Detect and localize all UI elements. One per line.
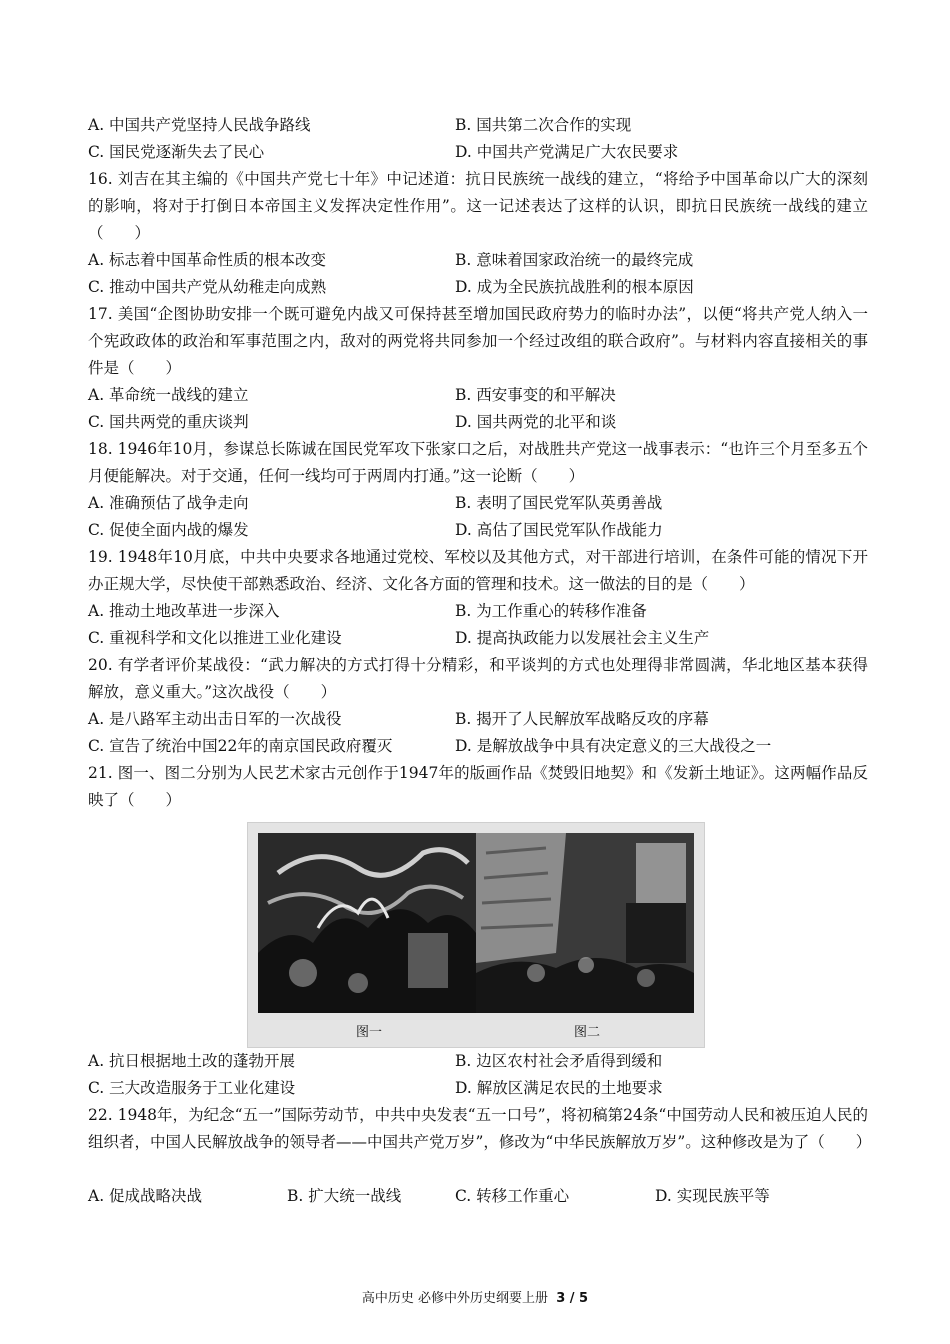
q17-option-c: C. 国共两党的重庆谈判 (88, 413, 249, 431)
q19-option-d: D. 提高执政能力以发展社会主义生产 (455, 629, 710, 647)
q16-option-d: D. 成为全民族抗战胜利的根本原因 (455, 278, 694, 296)
q15-option-b: B. 国共第二次合作的实现 (455, 116, 632, 134)
q20-option-d: D. 是解放战争中具有决定意义的三大战役之一 (455, 737, 772, 755)
q17-option-b: B. 西安事变的和平解决 (455, 386, 616, 404)
q16-option-a: A. 标志着中国革命性质的根本改变 (88, 251, 327, 269)
q17-stem: 17. 美国“企图协助安排一个既可避免内战又可保持甚至增加国民政府势力的临时办法”，以便“将共产党人纳入一个宪政政体的政治和军事范围之内，敌对的两党将共同参加一个经过改组的联合政府”。与材料内容直接相关的事件是（ ） (88, 305, 868, 377)
footer-title: 高中历史 必修中外历史纲要上册 (361, 1291, 549, 1306)
q20-option-c: C. 宣告了统治中国22年的南京国民政府覆灭 (88, 737, 393, 755)
q16-option-b: B. 意味着国家政治统一的最终完成 (455, 251, 694, 269)
q19-stem: 19. 1948年10月底，中共中央要求各地通过党校、军校以及其他方式，对干部进行培训，在条件可能的情况下开办正规大学，尽快使干部熟悉政治、经济、文化各方面的管理和技术。这一做法的目的是（ ） (88, 548, 868, 593)
page-number: 3 / 5 (556, 1291, 589, 1306)
q15-option-d: D. 中国共产党满足广大农民要求 (455, 143, 679, 161)
woodcut-image-2 (476, 833, 694, 1013)
q19-option-a: A. 推动土地改革进一步深入 (88, 602, 280, 620)
woodcut-land-certificates-art (476, 833, 694, 1013)
q21-option-a: A. 抗日根据地土改的蓬勃开展 (88, 1052, 296, 1070)
q22-stem: 22. 1948年，为纪念“五一”国际劳动节，中共中央发表“五一口号”，将初稿第24条“中国劳动人民和被压迫人民的组织者，中国人民解放战争的领导者——中国共产党万岁”，修改为“中华民族解放万岁”。这种修改是为了（ ） (88, 1106, 872, 1151)
q20-option-b: B. 揭开了人民解放军战略反攻的序幕 (455, 710, 709, 728)
q19-option-b: B. 为工作重心的转移作准备 (455, 602, 647, 620)
figure-1-caption: 图一 (356, 1025, 383, 1040)
q17-option-a: A. 革命统一战线的建立 (88, 386, 249, 404)
q18-option-a: A. 准确预估了战争走向 (88, 494, 249, 512)
q18-option-b: B. 表明了国民党军队英勇善战 (455, 494, 663, 512)
q21-option-d: D. 解放区满足农民的土地要求 (455, 1079, 663, 1097)
page-footer (0, 1290, 950, 1308)
q22-option-b: B. 扩大统一战线 (287, 1187, 402, 1205)
q18-option-d: D. 高估了国民党军队作战能力 (455, 521, 663, 539)
q16-option-c: C. 推动中国共产党从幼稚走向成熟 (88, 278, 327, 296)
q15-option-c: C. 国民党逐渐失去了民心 (88, 143, 265, 161)
figure-2-caption: 图二 (574, 1025, 601, 1040)
q20-option-a: A. 是八路军主动出击日军的一次战役 (88, 710, 342, 728)
q18-option-c: C. 促使全面内战的爆发 (88, 521, 249, 539)
q15-option-a: A. 中国共产党坚持人民战争路线 (88, 116, 311, 134)
q21-option-b: B. 边区农村社会矛盾得到缓和 (455, 1052, 663, 1070)
q22-option-c: C. 转移工作重心 (455, 1187, 570, 1205)
q16-stem: 16. 刘吉在其主编的《中国共产党七十年》中记述道：抗日民族统一战线的建立，“将给予中国革命以广大的深刻的影响，将对于打倒日本帝国主义发挥决定性作用”。这一记述表达了这样的认识，即抗日民族统一战线的建立（ ） (88, 170, 868, 242)
q22-option-d: D. 实现民族平等 (655, 1187, 770, 1205)
q17-option-d: D. 国共两党的北平和谈 (455, 413, 617, 431)
q20-stem: 20. 有学者评价某战役：“武力解决的方式打得十分精彩，和平谈判的方式也处理得非常圆满，华北地区基本获得解放，意义重大。”这次战役（ ） (88, 656, 868, 701)
woodcut-figure (247, 822, 705, 1048)
q18-stem: 18. 1946年10月，参谋总长陈诚在国民党军攻下张家口之后，对战胜共产党这一战事表示：“也许三个月至多五个月便能解决。对于交通，任何一线均可于两周内打通。”这一论断（ ） (88, 440, 868, 485)
q21-option-c: C. 三大改造服务于工业化建设 (88, 1079, 296, 1097)
q19-option-c: C. 重视科学和文化以推进工业化建设 (88, 629, 342, 647)
woodcut-image-1 (258, 833, 476, 1013)
q21-stem: 21. 图一、图二分别为人民艺术家古元创作于1947年的版画作品《焚毁旧地契》和《发新土地证》。这两幅作品反映了（ ） (88, 764, 868, 809)
q22-option-a: A. 促成战略决战 (88, 1187, 203, 1205)
woodcut-burning-deeds-art (258, 833, 476, 1013)
